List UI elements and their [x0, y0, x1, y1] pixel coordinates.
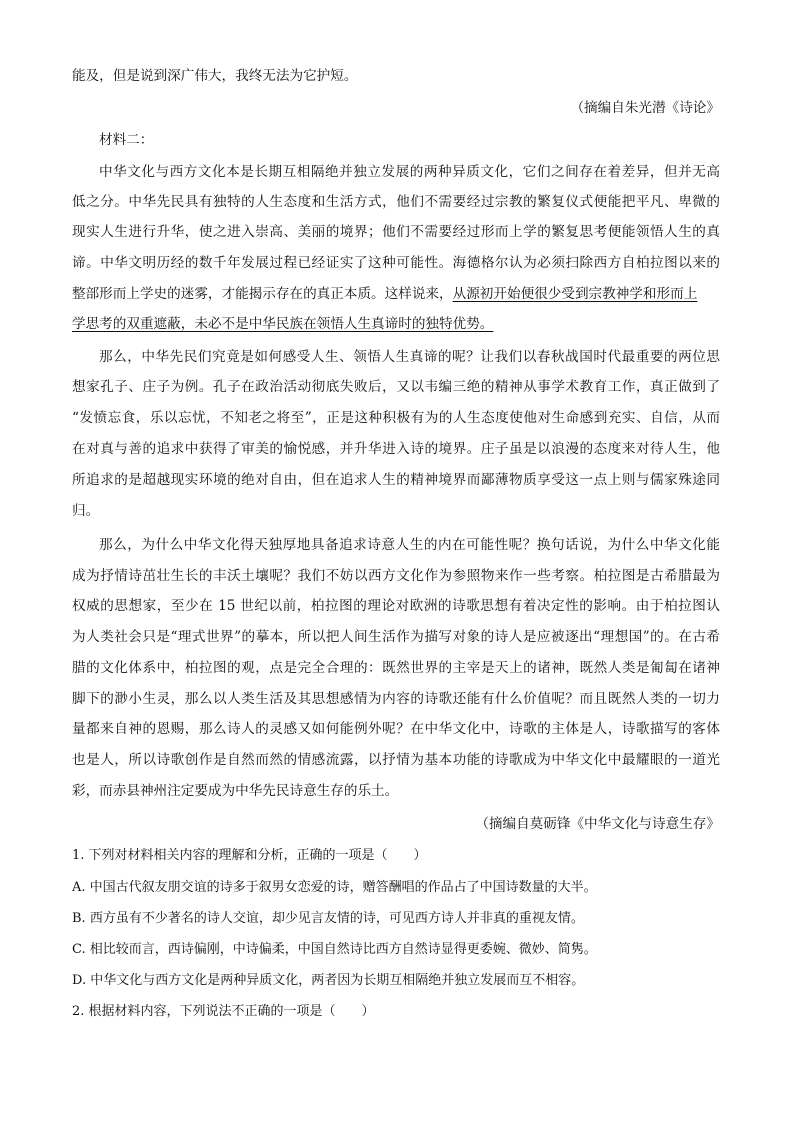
paragraph-line: 那么，为什么中华文化得天独厚地具备追求诗意人生的内在可能性呢？换句话说，为什么中华文化能 [99, 537, 720, 553]
material-label: 材料二： [99, 132, 154, 148]
paragraph-line: 归。 [72, 503, 100, 519]
paragraph-line: 谛。中华文明历经的数千年发展过程已经证实了这种可能性。海德格尔认为必须扫除西方自柏拉图以来的 [72, 255, 720, 271]
paragraph-line: 成为抒情诗茁壮生长的丰沃土壤呢？我们不妨以西方文化作为参照物来作一些考察。柏拉图是古希腊最为 [72, 568, 720, 584]
paragraph-line [72, 314, 720, 334]
paragraph-line: 为人类社会只是“理式世界”的摹本，所以把人间生活作为描写对象的诗人是应被逐出“理想国”的。在古希 [72, 629, 720, 645]
paragraph-line: “发愤忘食，乐以忘忧，不知老之将至”，正是这种积极有为的人生态度使他对生命感到充实、自信，从而 [72, 410, 720, 426]
source-citation: （摘编自朱光潜《诗论》 [570, 100, 720, 116]
question-1: 1. 下列对材料相关内容的理解和分析，正确的一项是（ ） [72, 848, 427, 863]
paragraph-line: 想家孔子、庄子为例。孔子在政治活动彻底失败后，又以韦编三绝的精神从事学术教育工作，真正做到了 [72, 379, 720, 395]
paragraph-line: 中华文化与西方文化本是长期互相隔绝并独立发展的两种异质文化，它们之间存在着差异，但并无高 [99, 164, 720, 180]
paragraph-line: 腊的文化体系中，柏拉图的观，点是完全合理的：既然世界的主宰是天上的诸神，既然人类是匍匐在诸神 [72, 660, 720, 676]
text-segment: 整部形而上学史的迷雾，才能揭示存在的真正本质。这样说来， [72, 286, 453, 302]
question-2: 2. 根据材料内容，下列说法不正确的一项是（ ） [72, 1004, 375, 1019]
option-d: D. 中华文化与西方文化是两种异质文化，两者因为长期互相隔绝并独立发展而互不相容。 [72, 973, 585, 988]
paragraph-line: 也是人，所以诗歌创作是自然而然的情感流露，以抒情为基本功能的诗歌成为中华文化中最耀眼的一道光 [72, 752, 720, 768]
paragraph-line: 那么，中华先民们究竟是如何感受人生、领悟人生真谛的呢？让我们以春秋战国时代最重要的两位思 [99, 349, 720, 365]
option-b: B. 西方虽有不少著名的诗人交谊，却少见言友情的诗，可见西方诗人并非真的重视友情。 [72, 911, 584, 926]
paragraph-line: 所追求的是超越现实环境的绝对自由，但在追求人生的精神境界而鄙薄物质享受这一点上则与儒家殊途同 [72, 472, 720, 488]
paragraph-line: 现实人生进行升华，使之进入崇高、美丽的境界；他们不需要经过形而上学的繁复思考便能领悟人生的真 [72, 224, 720, 240]
text-line: 能及，但是说到深广伟大，我终无法为它护短。 [72, 68, 358, 84]
source-citation: （摘编自莫砺锋《中华文化与诗意生存》 [475, 816, 720, 832]
paragraph-line: 低之分。中华先民具有独特的人生态度和生活方式，他们不需要经过宗教的繁复仪式便能把平凡、卑微的 [72, 194, 720, 210]
underlined-text: 从源初开始便很少受到宗教神学和形而上 [452, 286, 698, 302]
paragraph-line: 在对真与善的追求中获得了审美的愉悦感，并升华进入诗的境界。庄子虽是以浪漫的态度来对待人生，他 [72, 441, 720, 457]
paragraph-line: 彩，而赤县神州注定要成为中华先民诗意生存的乐土。 [72, 783, 399, 799]
option-c: C. 相比较而言，西诗偏刚，中诗偏柔，中国自然诗比西方自然诗显得更委婉、微妙、简隽。 [72, 942, 597, 957]
paragraph-line: 脚下的渺小生灵，那么以人类生活及其思想感情为内容的诗歌还能有什么价值呢？而且既然人类的一切力 [72, 691, 720, 707]
paragraph-line: 权威的思想家，至少在 15 世纪以前，柏拉图的理论对欧洲的诗歌思想有着决定性的影响。由于柏拉图认 [72, 598, 720, 614]
underlined-text: 学思考的双重遮蔽，未必不是中华民族在领悟人生真谛时的独特优势。 [72, 316, 494, 332]
paragraph-line [72, 284, 720, 304]
paragraph-line: 量都来自神的恩赐，那么诗人的灵感又如何能例外呢？在中华文化中，诗歌的主体是人，诗歌描写的客体 [72, 721, 720, 737]
option-a: A. 中国古代叙友朋交谊的诗多于叙男女恋爱的诗，赠答酬唱的作品占了中国诗数量的大半。 [72, 880, 597, 895]
